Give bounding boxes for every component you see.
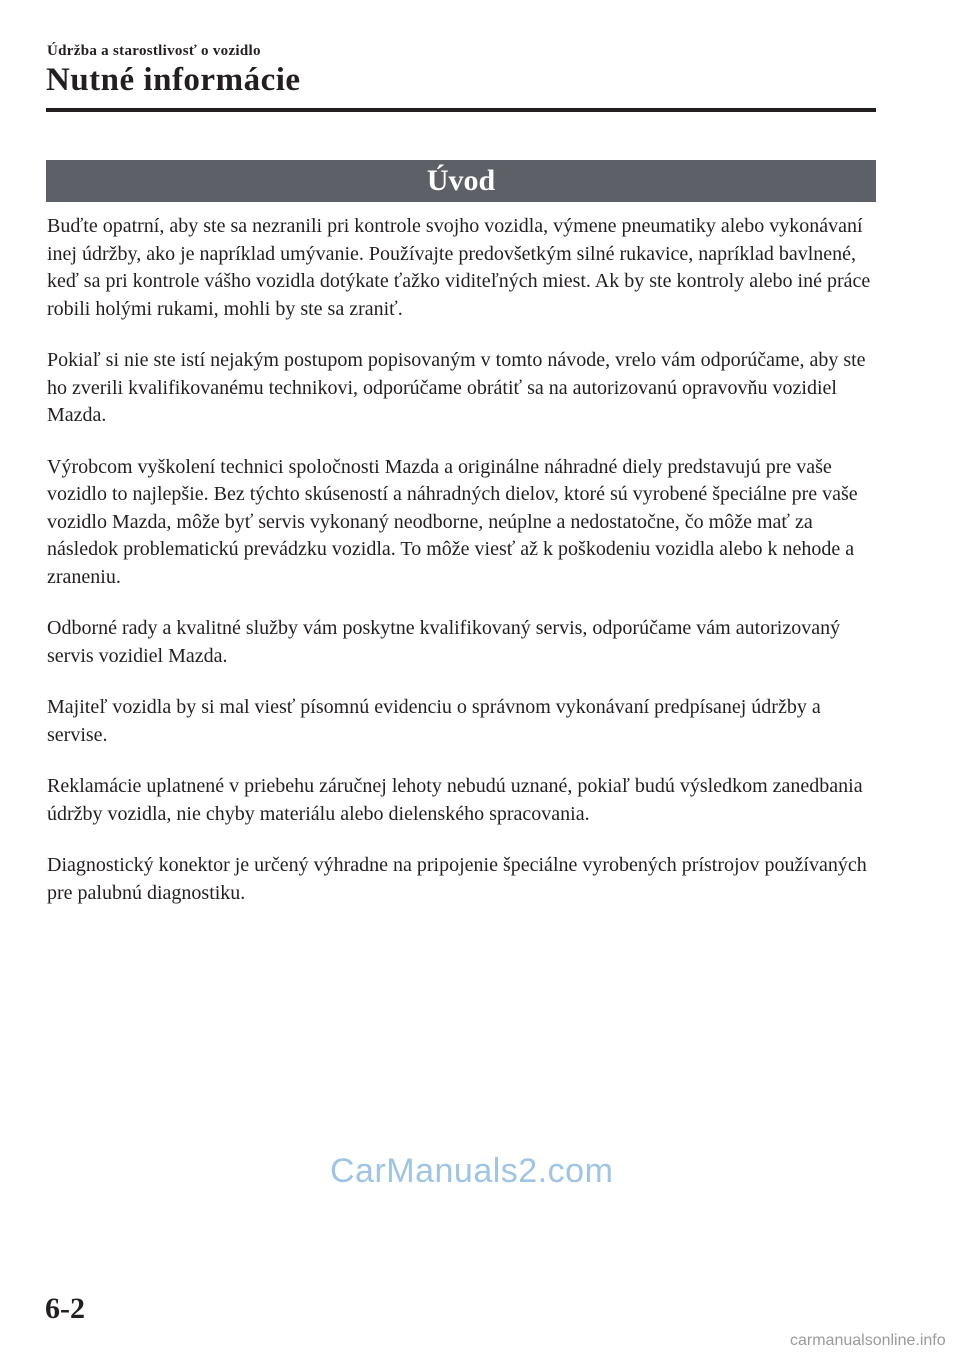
paragraph-service-advice: Odborné rady a kvalitné služby vám poskytne kvalifikovaný servis, odporúčame vám autorizovaný servis vozidiel Mazda. <box>47 617 841 667</box>
body-text <box>47 213 882 931</box>
paragraph-technician: Pokiaľ si nie ste istí nejakým postupom popisovaným v tomto návode, vrelo vám odporúčame, aby ste ho zverili kvalifikovanému technikovi, odporúčame obrátiť sa na autorizovanú opravovňu vozidiel Mazda. <box>47 349 866 426</box>
paragraph-safety: Buďte opatrní, aby ste sa nezranili pri kontrole svojho vozidla, výmene pneumatiky alebo vykonávaní inej údržby, ako je napríklad umývanie. Používajte predovšetkým silné rukavice, napríklad bavlnené, keď sa pri kontrole vášho vozidla dotýkate ťažko viditeľných miest. Ak by ste kontroly alebo iné práce robili holými rukami, mohli by ste sa zraniť. <box>47 215 871 320</box>
footer-brand-text: carmanualsonline.info <box>790 1332 946 1349</box>
paragraph-original-parts: Výrobcom vyškolení technici spoločnosti Mazda a originálne náhradné diely predstavujú pre vaše vozidlo to najlepšie. Bez týchto skúseností a náhradných dielov, ktoré sú vyrobené špeciálne pre vaše vozidlo Mazda, môže byť servis vykonaný neodborne, neúplne a nedostatočne, čo môže mať za následok problematickú prevádzku vozidla. To môže viesť až k poškodeniu vozidla alebo k nehode a zraneniu. <box>47 455 858 588</box>
title-divider <box>46 108 876 112</box>
paragraph-diagnostic: Diagnostický konektor je určený výhradne na pripojenie špeciálne vyrobených prístrojov používaných pre palubnú diagnostiku. <box>47 854 867 904</box>
paragraph-records: Majiteľ vozidla by si mal viesť písomnú evidenciu o správnom vykonávaní predpísanej údržby a servise. <box>47 696 821 746</box>
section-heading: Úvod <box>426 164 496 197</box>
watermark-text: CarManuals2.com <box>330 1152 614 1190</box>
breadcrumb: Údržba a starostlivosť o vozidlo <box>47 43 261 59</box>
page-number: 6-2 <box>45 1292 85 1325</box>
paragraph-warranty: Reklamácie uplatnené v priebehu záručnej lehoty nebudú uznané, pokiaľ budú výsledkom zanedbania údržby vozidla, nie chyby materiálu alebo dielenského spracovania. <box>47 775 863 825</box>
page-title: Nutné informácie <box>46 62 301 98</box>
section-heading-band <box>46 160 876 202</box>
